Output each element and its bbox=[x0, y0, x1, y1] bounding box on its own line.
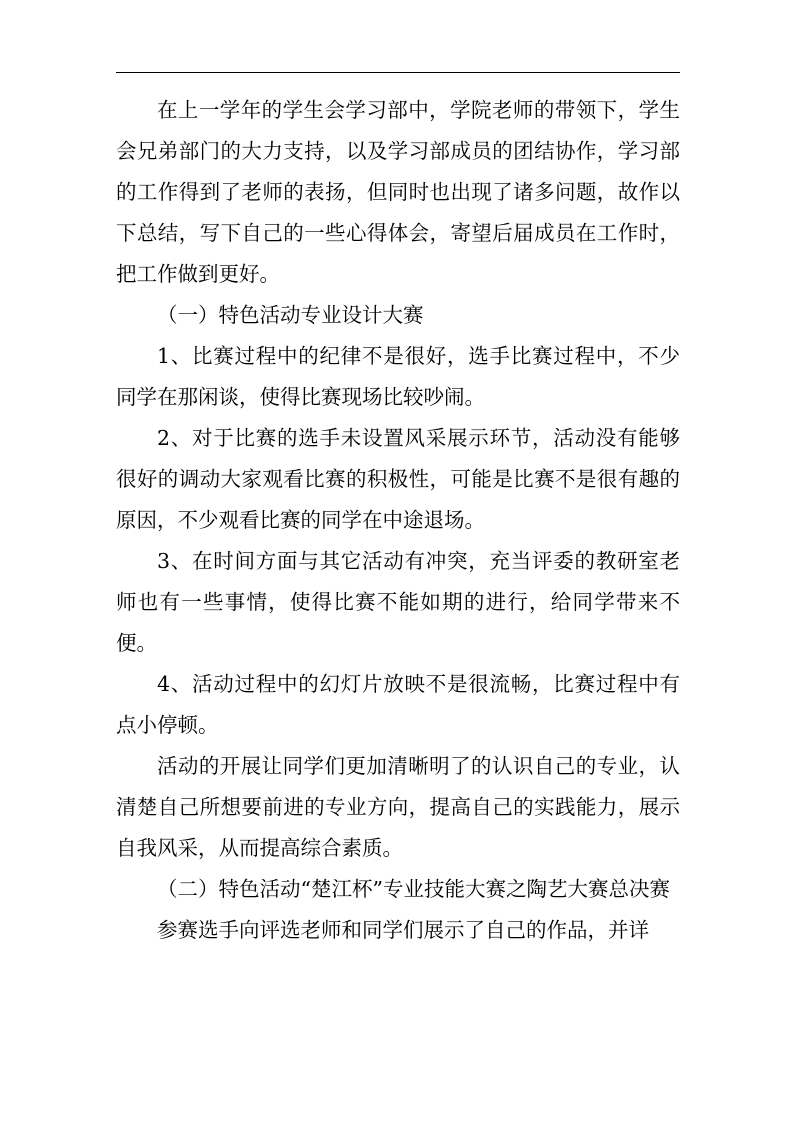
list-item-1: 1、比赛过程中的纪律不是很好，选手比赛过程中，不少同学在那闲谈，使得比赛现场比较吵闹。 bbox=[116, 344, 680, 409]
list-item-2: 2、对于比赛的选手未设置风采展示环节，活动没有能够很好的调动大家观看比赛的积极性，可能是比赛不是很有趣的原因，不少观看比赛的同学在中途退场。 bbox=[116, 426, 680, 532]
summary-paragraph: 活动的开展让同学们更加清晰明了的认识自己的专业，认清楚自己所想要前进的专业方向，提高自己的实践能力，展示自我风采，从而提高综合素质。 bbox=[116, 754, 680, 860]
header-rule bbox=[116, 72, 680, 73]
list-item-4: 4、活动过程中的幻灯片放映不是很流畅，比赛过程中有点小停顿。 bbox=[116, 672, 680, 737]
section-heading-1: （一）特色活动专业设计大赛 bbox=[157, 303, 424, 327]
body-paragraph: 参赛选手向评选老师和同学们展示了自己的作品，并详 bbox=[157, 918, 649, 942]
document-body bbox=[116, 90, 680, 951]
section-heading-2: （二）特色活动“楚江杯”专业技能大赛之陶艺大赛总决赛 bbox=[157, 877, 670, 901]
list-item-3: 3、在时间方面与其它活动有冲突，充当评委的教研室老师也有一些事情，使得比赛不能如期的进行，给同学带来不便。 bbox=[116, 549, 680, 655]
intro-paragraph: 在上一学年的学生会学习部中，学院老师的带领下，学生会兄弟部门的大力支持，以及学习部成员的团结协作，学习部的工作得到了老师的表扬，但同时也出现了诸多问题，故作以下总结，写下自己的一些心得体会，寄望后届成员在工作时，把工作做到更好。 bbox=[116, 98, 680, 286]
